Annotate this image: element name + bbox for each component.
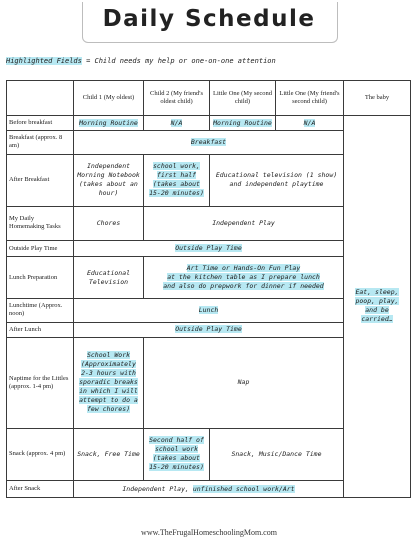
cell-value: Snack, Free Time — [74, 428, 144, 481]
cell-value: Independent Play, unfinished school work/Art — [74, 481, 344, 498]
cell-value: Morning Routine — [79, 118, 138, 127]
page-title: Daily Schedule — [102, 6, 316, 32]
cell-value: Morning Routine — [213, 118, 272, 127]
col-little1: Little One (My second child) — [210, 81, 276, 116]
row-label: Outside Play Time — [7, 240, 74, 257]
footer-url: www.TheFrugalHomeschoolingMom.com — [141, 528, 277, 537]
row-label: Snack (approx. 4 pm) — [7, 428, 74, 481]
row-label: After Snack — [7, 481, 74, 498]
schedule-table — [6, 80, 411, 498]
cell-value: Outside Play Time — [175, 244, 242, 253]
cell-value: Snack, Music/Dance Time — [210, 428, 344, 481]
row-label: Lunchtime (Approx. noon) — [7, 299, 74, 322]
col-child2: Child 2 (My friend's oldest child) — [144, 81, 210, 116]
header-row — [7, 81, 411, 116]
corner-cell — [7, 81, 74, 116]
cell-value: School Work (Approximately 2-3 hours with sporadic breaks in which I will attempt to do a few chores) — [79, 351, 138, 414]
col-child1: Child 1 (My oldest) — [74, 81, 144, 116]
row-label: Lunch Preparation — [7, 257, 74, 299]
cell-value: Independent Play — [144, 207, 344, 241]
row-label: Naptime for the Littles (approx. 1-4 pm) — [7, 338, 74, 428]
cell-value: Outside Play Time — [175, 325, 242, 334]
legend-highlight-label: Highlighted Fields — [6, 57, 82, 65]
row-label: After Breakfast — [7, 154, 74, 207]
table-row — [7, 115, 411, 131]
cell-value: Nap — [144, 338, 344, 428]
cell-value: Art Time or Hands-On Fun Play at the kitchen table as I prepare lunch and also do prepwork for dinner if needed — [144, 257, 344, 299]
legend-text: = Child needs my help or one-on-one attention — [81, 57, 276, 65]
legend — [6, 57, 276, 65]
row-label: After Lunch — [7, 322, 74, 338]
cell-value: Lunch — [198, 305, 219, 314]
baby-block: Eat, sleep, poop, play, and be carried… — [355, 288, 399, 324]
cell-value: Chores — [74, 207, 144, 241]
cell-value: Educational television (1 show) and independent playtime — [210, 154, 344, 207]
cell-value: N/A — [303, 118, 316, 127]
cell-value: Breakfast — [190, 137, 227, 146]
col-baby: The baby — [344, 81, 411, 116]
cell-value: Second half of school work (takes about 15-20 minutes) — [149, 436, 204, 472]
row-label: Breakfast (approx. 8 am) — [7, 131, 74, 154]
cell-value: school work, first half (takes about 15-20 minutes) — [149, 162, 204, 198]
cell-value: N/A — [170, 118, 183, 127]
row-label: Before breakfast — [7, 115, 74, 131]
cell-value: Educational Television — [74, 257, 144, 299]
cell-value: Independent Morning Notebook (takes about an hour) — [74, 154, 144, 207]
row-label: My Daily Homemaking Tasks — [7, 207, 74, 241]
col-little2: Little One (My friend's second child) — [276, 81, 344, 116]
